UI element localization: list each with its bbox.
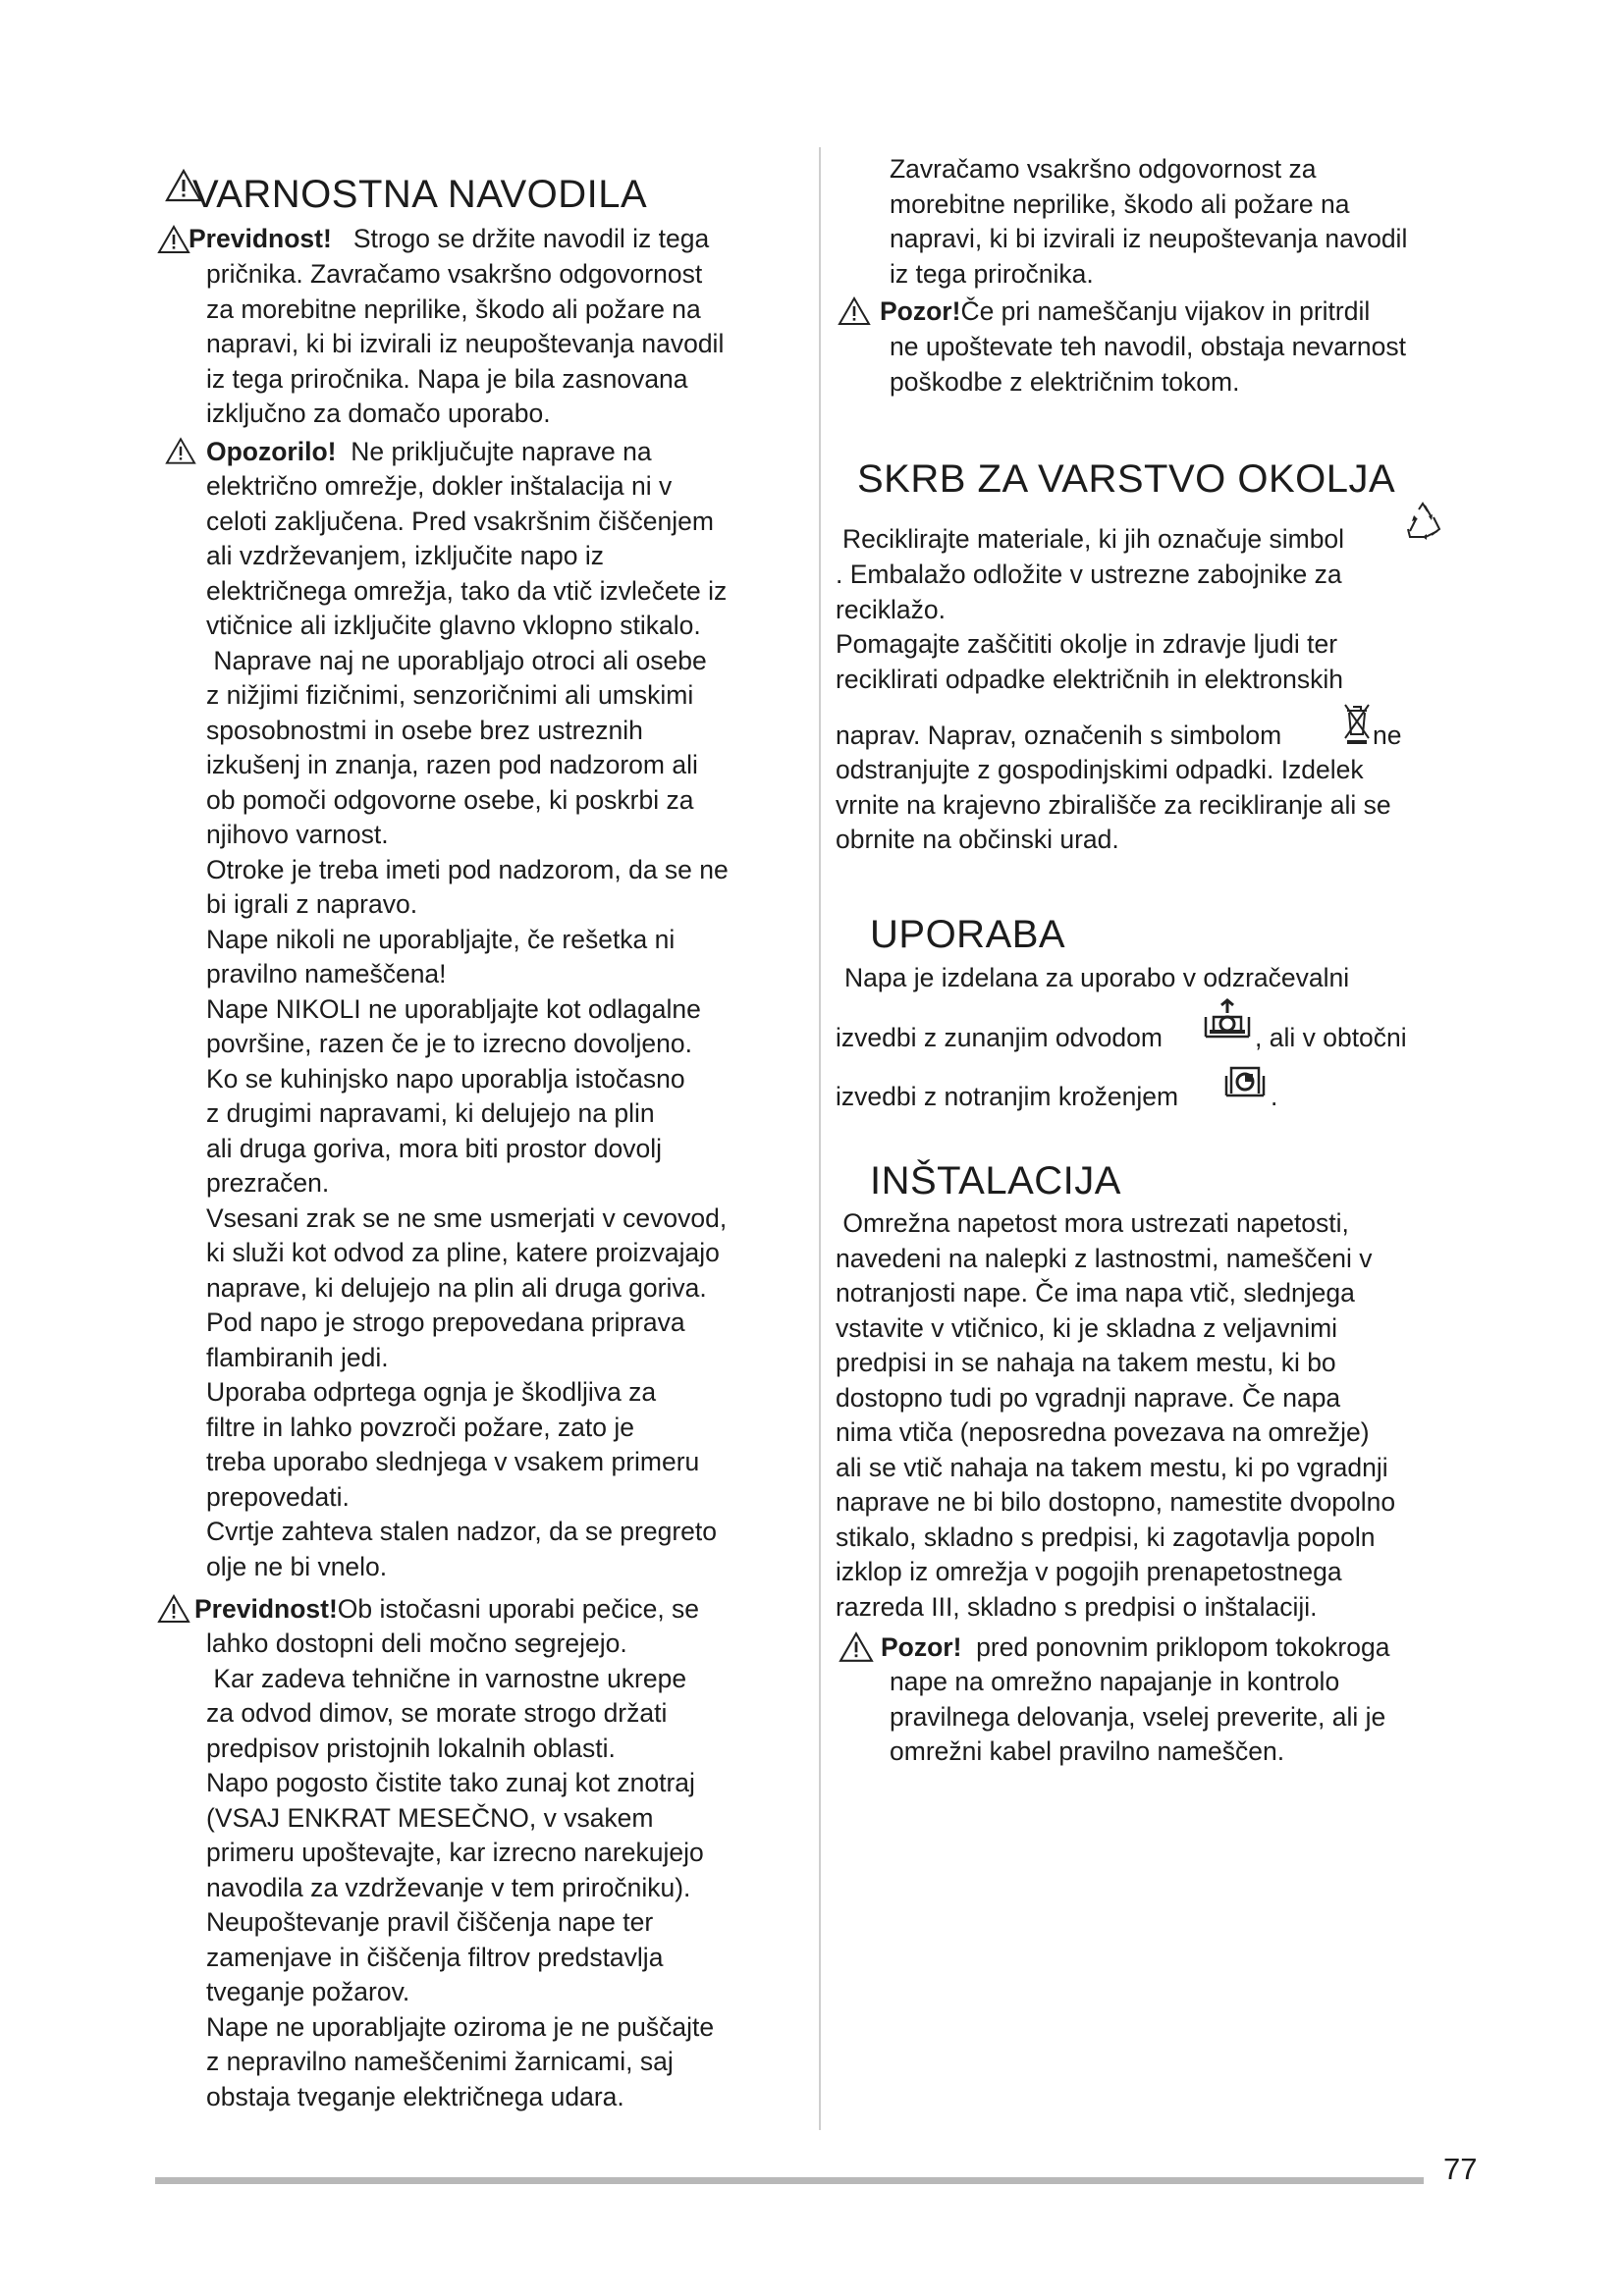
- paragraph: Omrežna napetost mora ustrezati napetosti, navedeni na nalepki z lastnostmi, nameščeni v notranjosti nape. Če ima napa vtič, slednjega vstavite v vtičnico, ki je skladna z veljavnimi predpisi in se nahaja na takem mestu, ki bo dostopno tudi po vgradnji naprave. Če napa nima vtiča (neposredna povezava na omrežje) ali se vtič nahaja na takem mestu, ki po vgradnji naprave ne bi bilo dostopno, namestite dvopolno stikalo, skladno s predpisi, ki zagotavlja popoln izklop iz omrežja v pogojih prenapetostnega razreda III, skladno s predpisi o inštalaciji.: [836, 1208, 1396, 1622]
- paragraph: ne upoštevate teh navodil, obstaja nevarnost poškodbe z električnim tokom.: [890, 332, 1406, 397]
- warning-text-first: Ne priključujte naprave na: [351, 437, 652, 466]
- section-title-environment: SKRB ZA VARSTVO OKOLJA: [857, 457, 1396, 501]
- section-title-safety: VARNOSTNA NAVODILA: [192, 173, 648, 216]
- warning-previdnost-2: [194, 1592, 699, 1628]
- crossed-bin-icon: [1341, 699, 1373, 751]
- recirculation-mode-icon: [1223, 1060, 1267, 1106]
- footer-rule: [155, 2177, 1424, 2184]
- warning-icon: [838, 296, 871, 331]
- paragraph-weee-b: ne: [1373, 721, 1402, 750]
- warning-label: Previdnost!: [189, 224, 332, 253]
- paragraph-usage-c: izvedbi z notranjim kroženjem: [836, 1082, 1179, 1111]
- paragraph-usage-d: .: [1271, 1082, 1278, 1111]
- paragraph: lahko dostopni deli močno segrejejo. Kar zadeva tehnične in varnostne ukrepe za odvod dimov, se morate strogo držati predpisov pristojnih lokalnih oblasti. Napo pogosto čistite tako zunaj kot znotraj (VSAJ ENKRAT MESEČNO, v vsakem primeru upoštevajte, kar izrecno narekujejo navodila za vzdrževanje v tem priročniku). Neupoštevanje pravil čiščenja nape ter zamenjave in čiščenja filtrov predstavlja tveganje požarov. Nape ne uporabljajte oziroma je ne puščajte z nepravilno nameščenimi žarnicami, saj obstaja tveganje električnega udara.: [206, 1629, 715, 2111]
- warning-text-first: Strogo se držite navodil iz tega: [352, 224, 710, 253]
- warning-opozorilo: [206, 435, 652, 470]
- paragraph: Napa je izdelana za uporabo v odzračevalni: [844, 963, 1350, 992]
- warning-text-first: Ob istočasni uporabi pečice, se: [337, 1594, 700, 1624]
- section-title-usage: UPORABA: [870, 913, 1066, 956]
- warning-previdnost-1: [189, 222, 709, 257]
- warning-label: Pozor!: [881, 1632, 962, 1662]
- paragraph: . Embalažo odložite v ustrezne zabojnike za reciklažo. Pomagajte zaščititi okolje in zdravje ljudi ter reciklirati odpadke električnih in elektronskih: [836, 560, 1343, 694]
- paragraph: Zavračamo vsakršno odgovornost za morebitne neprilike, škodo ali požare na napravi, ki bi izvirali iz neupoštevanja navodil iz tega priročnika.: [890, 154, 1408, 289]
- recycle-icon: [1402, 502, 1443, 548]
- warning-label: Opozorilo!: [206, 437, 337, 466]
- paragraph: pričnika. Zavračamo vsakršno odgovornost za morebitne neprilike, škodo ali požare na napravi, ki bi izvirali iz neupoštevanja navodil iz tega priročnika. Napa je bila zasnovana izključno za domačo uporabo.: [206, 259, 725, 428]
- paragraph: Reciklirajte materiale, ki jih označuje simbol: [842, 524, 1345, 554]
- paragraph: nape na omrežno napajanje in kontrolo pravilnega delovanja, vselej preverite, ali je omrežni kabel pravilno nameščen.: [890, 1667, 1386, 1766]
- warning-label: Pozor!: [880, 296, 961, 326]
- warning-icon: [839, 1631, 874, 1668]
- section-title-installation: INŠTALACIJA: [870, 1159, 1121, 1202]
- warning-pozor-1: [880, 294, 1370, 330]
- paragraph: odstranjujte z gospodinjskimi odpadki. Izdelek vrnite na krajevno zbirališče za recikliranje ali se obrnite na občinski urad.: [836, 755, 1391, 854]
- warning-text-first: pred ponovnim priklopom tokokroga: [976, 1632, 1390, 1662]
- page-number: 77: [1443, 2152, 1478, 2186]
- paragraph-usage-a: izvedbi z zunanjim odvodom: [836, 1023, 1163, 1052]
- paragraph-weee-a: naprav. Naprav, označenih s simbolom: [836, 721, 1282, 750]
- warning-label: Previdnost!: [194, 1594, 338, 1624]
- column-divider: [819, 147, 821, 2130]
- warning-icon: [157, 225, 190, 259]
- warning-text-first: Če pri nameščanju vijakov in pritrdil: [960, 296, 1371, 326]
- warning-icon: [157, 1594, 190, 1629]
- warning-icon: [165, 437, 196, 470]
- paragraph: električno omrežje, dokler inštalacija ni v celoti zaključena. Pred vsakršnim čiščenjem ali vzdrževanjem, izključite napo iz električnega omrežja, tako da vtič izvlečete iz vtičnice ali izključite glavno vklopno stikalo. Naprave naj ne uporabljajo otroci ali osebe z nižjimi fizičnimi, senzoričnimi ali umskimi sposobnostmi in osebe brez ustreznih izkušenj in znanja, razen pod nadzorom ali ob pomoči odgovorne osebe, ki poskrbi za njihovo varnost. Otroke je treba imeti pod nadzorom, da se ne bi igrali z napravo. Nape nikoli ne uporabljajte, če rešetka ni pravilno nameščena! Nape NIKOLI ne uporabljajte kot odlagalne površine, razen če je to izrecno dovoljeno. Ko se kuhinjsko napo uporablja istočasno z drugimi napravami, ki delujejo na plin ali druga goriva, mora biti prostor dovolj prezračen. Vsesani zrak se ne sme usmerjati v cevovod, ki služi kot odvod za pline, katere proizvajajo naprave, ki delujejo na plin ali druga goriva. Pod napo je strogo prepovedana priprava flambiranih jedi. Uporaba odprtega ognja je škodljiva za filtre in lahko povzroči požare, zato je treba uporabo slednjega v vsakem primeru prepovedati. Cvrtje zahteva stalen nadzor, da se pregreto olje ne bi vnelo.: [206, 471, 729, 1581]
- paragraph-usage-b: , ali v obtočni: [1255, 1023, 1407, 1052]
- warning-pozor-2: [881, 1630, 1389, 1666]
- extraction-mode-icon: [1202, 997, 1253, 1047]
